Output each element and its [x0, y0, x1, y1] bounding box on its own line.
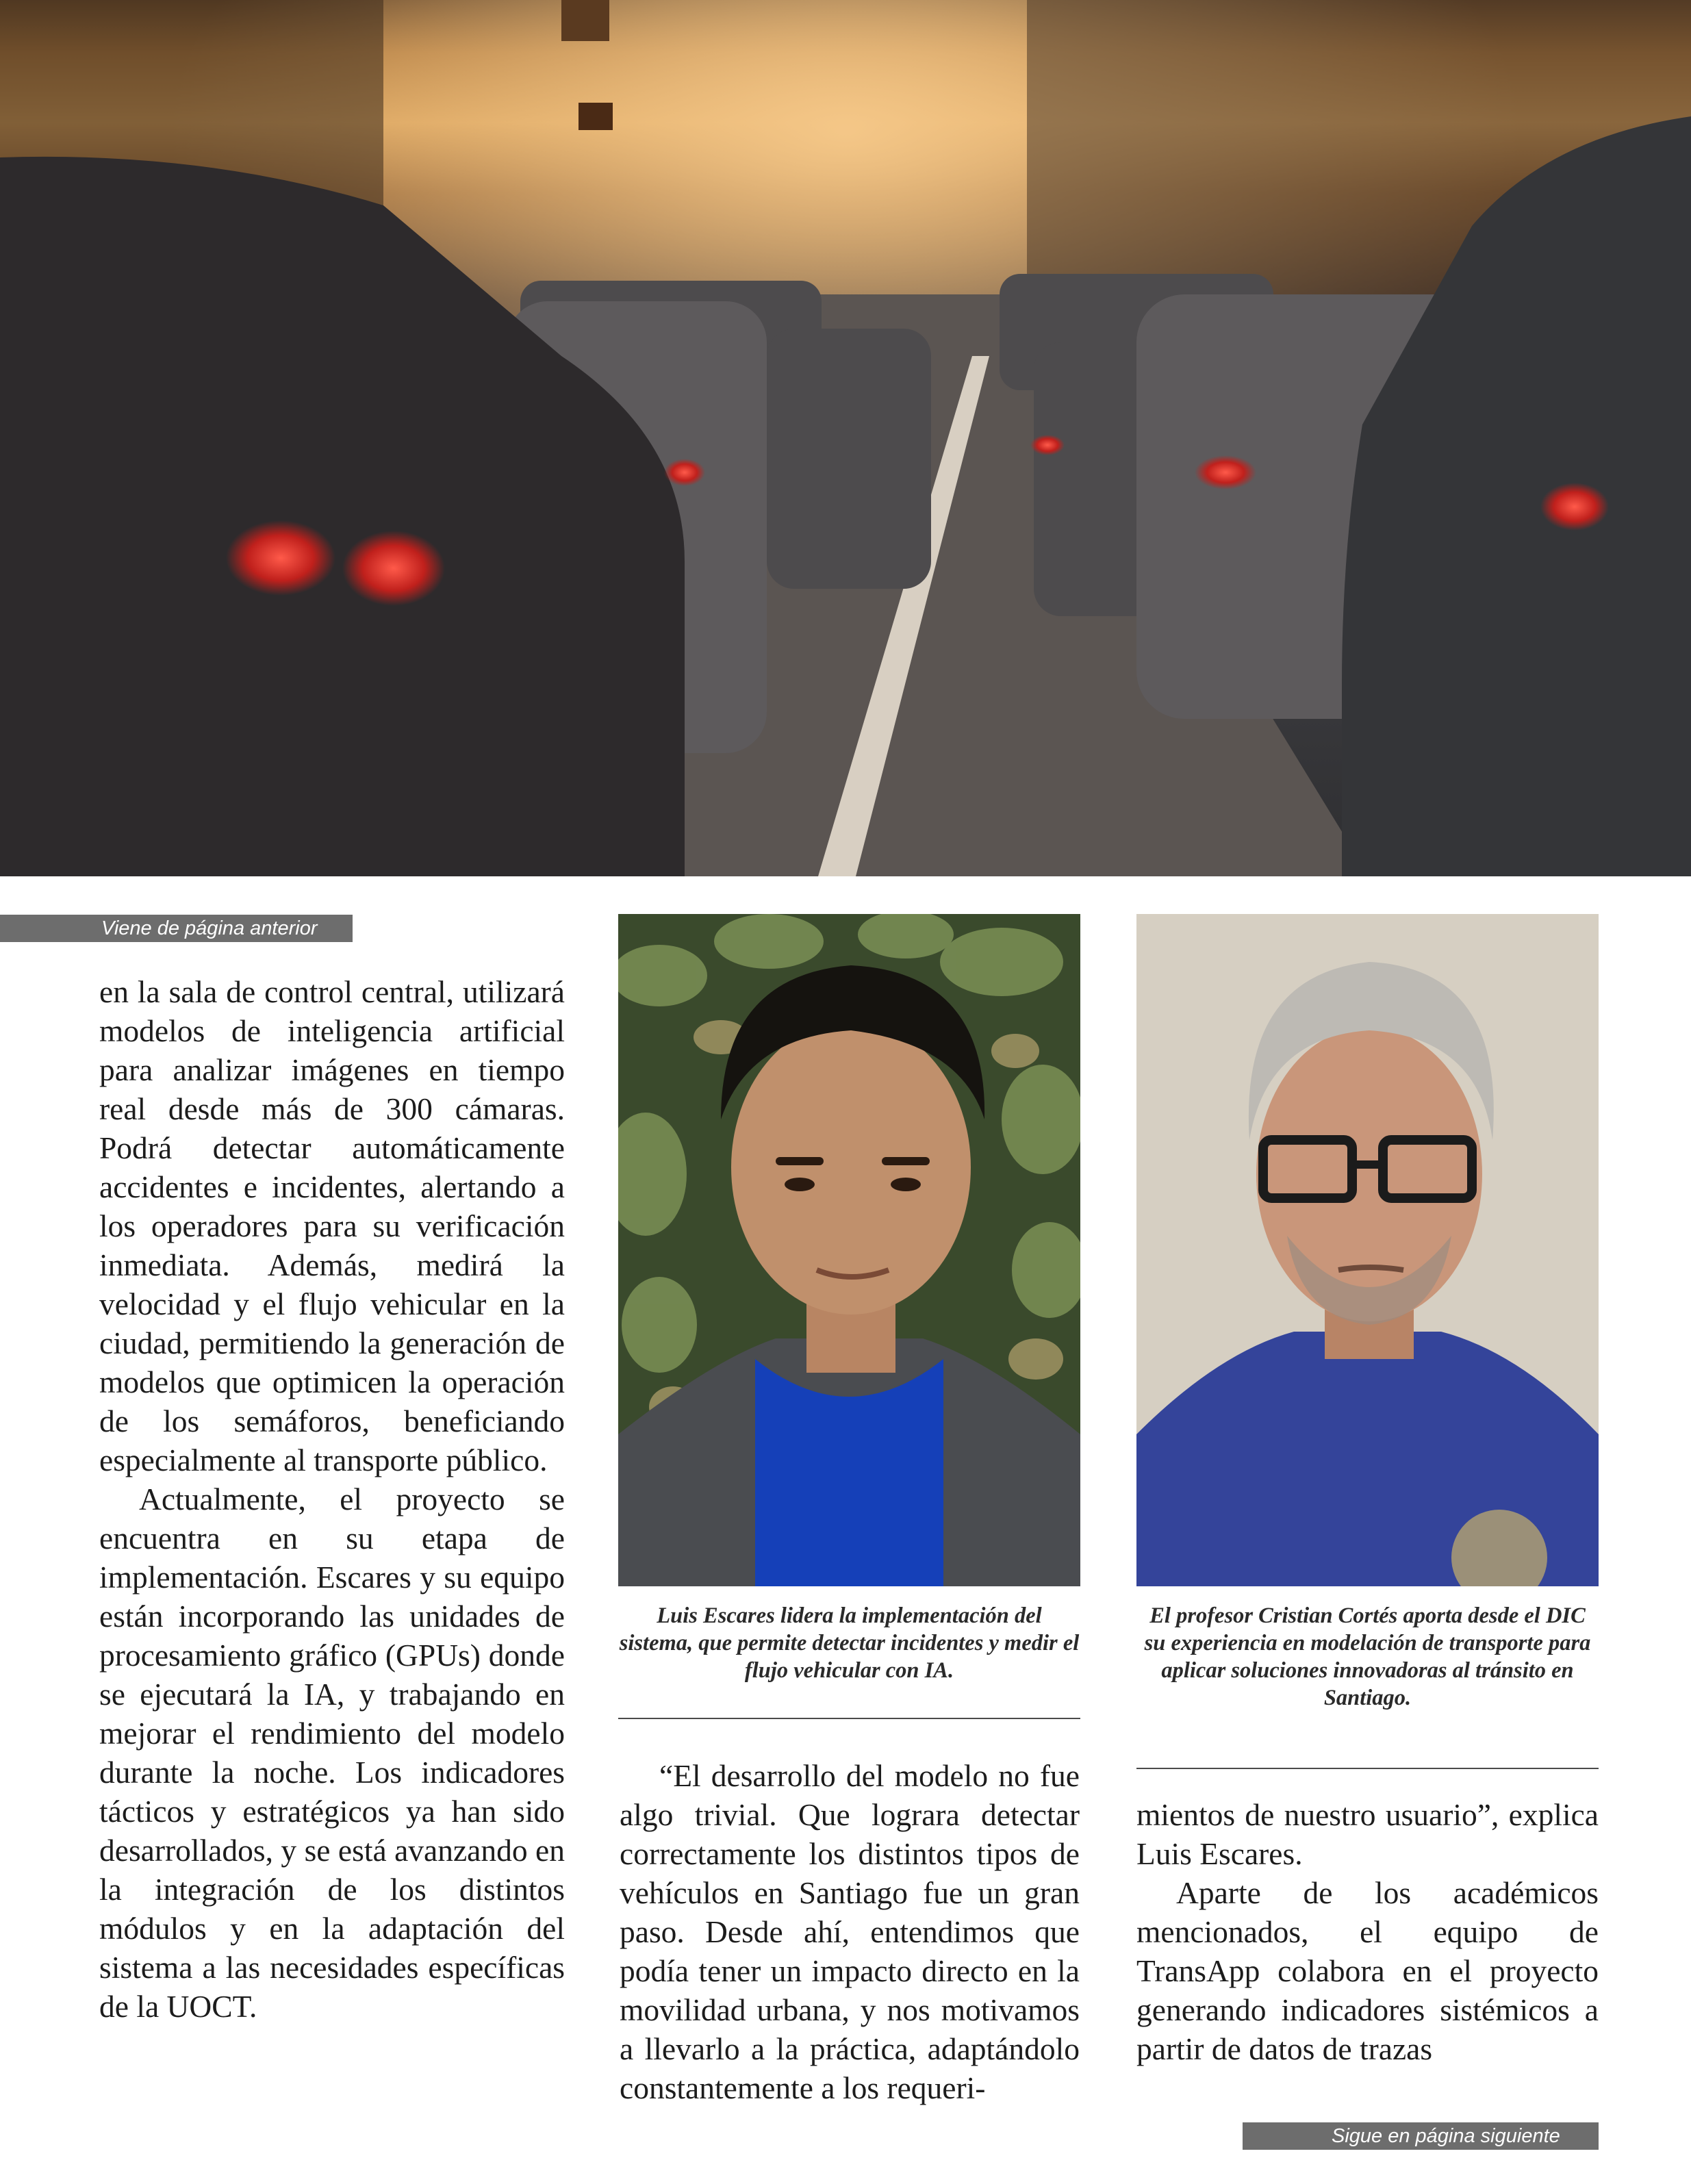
portrait-illustration	[1136, 914, 1599, 1586]
article-column-3	[1136, 1795, 1599, 2068]
continued-on-next-page-flag: Sigue en página siguiente	[1243, 2122, 1599, 2150]
paragraph: Aparte de los académicos mencionados, el equipo de TransApp colabora en el proyecto generando indicadores sistémicos a partir de datos de trazas	[1136, 1875, 1599, 2066]
paragraph: “El desarrollo del modelo no fue algo trivial. Que lograra detectar correctamente los distintos tipos de vehículos en Santiago fue un gran paso. Desde ahí, entendimos que podía tener un impacto directo en la movilidad urbana, y nos motivamos a llevarlo a la práctica, adaptándolo constantemente a los requeri-	[620, 1758, 1080, 2105]
article-column-2	[620, 1756, 1080, 2107]
portrait-cristian-cortes	[1136, 914, 1599, 1586]
paragraph: en la sala de control central, utilizará modelos de inteligencia artificial para analizar imágenes en tiempo real desde más de 300 cámaras. Podrá detectar automáticamente accidentes e incidentes, alertando a los operadores para su verificación inmediata. Además, medirá la velocidad y el flujo vehicular en la ciudad, permitiendo la generación de modelos que optimicen la operación de los semáforos, beneficiando especialmente al transporte público.	[99, 974, 565, 1477]
traffic-scene-illustration	[0, 0, 1691, 876]
portrait-illustration	[618, 914, 1080, 1586]
paragraph: Actualmente, el proyecto se encuentra en su etapa de implementación. Escares y su equipo están incorporando las unidades de procesamiento gráfico (GPUs) donde se ejecutará la IA, y trabajando en mejorar el rendimiento del modelo durante la noche. Los indicadores tácticos y estratégicos ya han sido desarrollados, y se está avanzando en la integración de los distintos módulos y en la adaptación del sistema a las necesidades específicas de la UOCT.	[99, 1482, 565, 2024]
photo-caption-cristian-cortes: El profesor Cristian Cortés aporta desde el DIC su experiencia en modelación de transporte para aplicar soluciones innovadoras al tránsito en Santiago.	[1144, 1603, 1591, 1710]
photo-caption-luis-escares: Luis Escares lidera la implementación del sistema, que permite detectar incidentes y medir el flujo vehicular con IA.	[619, 1603, 1080, 1683]
hero-traffic-photo	[0, 0, 1691, 876]
caption-divider	[618, 1718, 1080, 1719]
continued-from-previous-page-flag: Viene de página anterior	[0, 915, 353, 942]
article-column-1	[99, 972, 565, 2026]
caption-divider	[1136, 1768, 1599, 1769]
paragraph: mientos de nuestro usuario”, explica Luis Escares.	[1136, 1797, 1599, 1871]
portrait-luis-escares	[618, 914, 1080, 1586]
